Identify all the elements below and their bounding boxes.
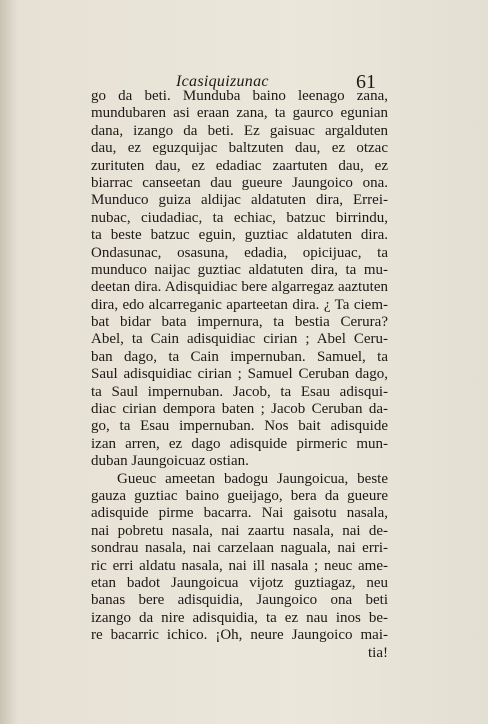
text-line: diac cirian dempora baten ; Jacob Ceruban da-	[91, 401, 388, 418]
text-line: Abel, ta Cain adisquidiac cirian ; Abel Ceru-	[91, 331, 388, 348]
text-line: ta Saul impernuban. Jacob, ta Esau adisqui-	[91, 383, 388, 400]
text-line: nai pobretu nasala, nai zaartu nasala, nai de-	[91, 522, 388, 539]
text-line: Gueuc ameetan badogu Jaungoicua, beste	[117, 470, 388, 487]
text-line: ric erri aldatu nasala, nai ill nasala ; neuc ame-	[91, 557, 388, 574]
text-line: gauza guztiac baino gueijago, bera da gueure	[91, 487, 388, 504]
body-text	[91, 88, 388, 662]
text-line: izango da nire adisquidia, ta ez nau inos be-	[91, 609, 388, 626]
text-line: Saul adisquidiac cirian ; Samuel Ceruban dago,	[91, 366, 388, 383]
text-line: bat bidar bata impernura, ta bestia Cerura?	[91, 314, 388, 331]
text-line: nubac, ciudadiac, ta echiac, batzuc birrindu,	[91, 209, 388, 226]
text-line: go da beti. Munduba baino leenago zana,	[91, 88, 388, 104]
text-line: Munduco guiza aldijac aldatuten dira, Errei-	[91, 192, 388, 209]
page-number: 61	[356, 71, 376, 93]
text-line: dau, ez eguzquijac baltzuten dau, ez otzac	[91, 140, 388, 157]
text-line: ta beste batzuc eguin, guztiac aldatuten dira.	[91, 227, 388, 244]
text-line: etan badot Jaungoicua vijotz guztiagaz, neu	[91, 574, 388, 591]
text-line: go, ta Esau impernuban. Nos bait adisquide	[91, 418, 388, 435]
text-line: deetan dira. Adisquidiac bere algarregaz aaztuten	[91, 279, 388, 296]
text-line: re bacarric ichico. ¡Oh, neure Jaungoico mai-	[91, 627, 388, 644]
text-line: sondrau nasala, nai carzelaan naguala, nai erri-	[91, 540, 388, 557]
text-line: dana, izango da beti. Ez gaisuac argalduten	[91, 122, 388, 139]
text-line: dira, edo alcarreganic aparteetan dira. ¿ Ta ciem-	[91, 296, 388, 313]
text-line: adisquide pirme bacarra. Nai gaisotu nasala,	[91, 505, 388, 522]
text-line: ban dago, ta Cain impernuban. Samuel, ta	[91, 348, 388, 365]
text-line: munduco naijac guztiac aldatuten dira, ta mu-	[91, 261, 388, 278]
text-line: Ondasunac, osasuna, edadia, opicijuac, ta	[91, 244, 388, 261]
text-line: mundubaren asi eraan zana, ta gaurco egunian	[91, 105, 388, 122]
running-title: Icasiquizunac	[176, 73, 269, 90]
text-line: biarrac canseetan dau gueure Jaungoico ona.	[91, 174, 388, 191]
text-line: duban Jaungoicuaz ostian.	[91, 453, 249, 470]
text-line: zurituten dau, ez edadiac zaartuten dau, ez	[91, 157, 388, 174]
text-line: tia!	[368, 644, 388, 661]
text-line: banas bere adisquidia, Jaungoico ona beti	[91, 592, 388, 609]
text-line: izan arren, ez dago adisquide pirmeric mun-	[91, 435, 388, 452]
